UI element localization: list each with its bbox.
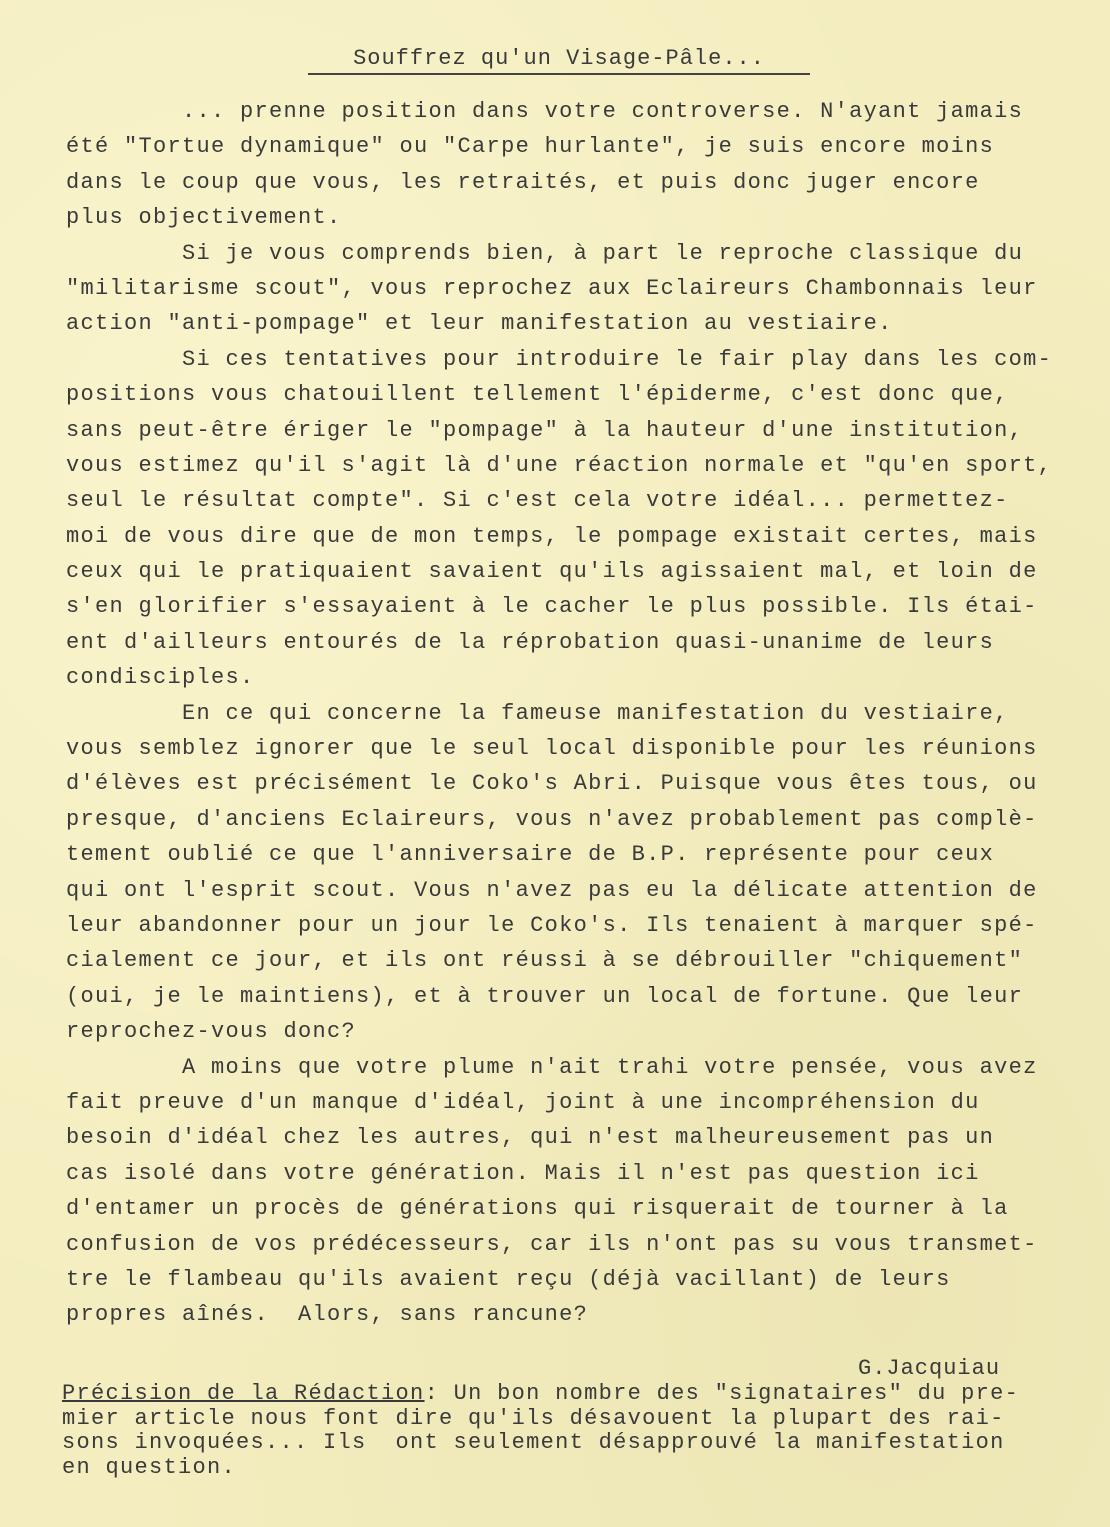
text-line: besoin d'idéal chez les autres, qui n'est malheureusement pas un [66,1125,995,1151]
note-label: Précision de la Rédaction [62,1381,425,1406]
text-line: seul le résultat compte". Si c'est cela votre idéal... permettez- [66,488,1009,514]
text-line: leur abandonner pour un jour le Coko's. Ils tenaient à marquer spé- [66,912,1038,938]
text-line: fait preuve d'un manque d'idéal, joint à une incompréhension du [66,1089,980,1115]
text-line: sans peut-être ériger le "pompage" à la hauteur d'une institution, [66,417,1024,443]
text-line: vous semblez ignorer que le seul local disponible pour les réunions [66,736,1038,762]
text-line: condisciples. [66,665,255,691]
text-line: tement oublié ce que l'anniversaire de B.P. représente pour ceux [66,842,995,868]
text-line: ... prenne position dans votre controverse. N'ayant jamais [66,99,1024,124]
text-line: propres aînés. Alors, sans rancune? [66,1302,589,1328]
text-line: qui ont l'esprit scout. Vous n'avez pas eu la délicate attention de [66,877,1038,903]
text-line: moi de vous dire que de mon temps, le pompage existait certes, mais [66,523,1038,549]
text-line: été "Tortue dynamique" ou "Carpe hurlante", je suis encore moins [66,134,995,160]
note-line: sons invoquées... Ils ont seulement désapprouvé la manifestation [62,1430,1005,1455]
text-line: Si je vous comprends bien, à part le reproche classique du [66,240,1024,266]
signature: G.Jacquiau [858,1356,1001,1381]
text-line: reprochez-vous donc? [66,1019,357,1045]
text-line: Si ces tentatives pour introduire le fair play dans les com- [66,346,1053,372]
note-first-line [62,1382,1052,1407]
text-line: s'en glorifier s'essayaient à le cacher le plus possible. Ils étai- [66,594,1038,620]
text-line: tre le flambeau qu'ils avaient reçu (déjà vacillant) de leurs [66,1266,951,1292]
note-line: mier article nous font dire qu'ils désavouent la plupart des rai- [62,1405,1005,1431]
text-line: plus objectivement. [66,205,342,231]
text-line: action "anti-pompage" et leur manifestation au vestiaire. [66,311,893,337]
text-line: cialement ce jour, et ils ont réussi à se débrouiller "chiquement" [66,948,1024,974]
text-line: presque, d'anciens Eclaireurs, vous n'avez probablement pas complè- [66,806,1038,832]
text-line: cas isolé dans votre génération. Mais il n'est pas question ici [66,1160,980,1186]
editorial-note [62,1382,1052,1480]
letter-body [66,94,1056,1333]
text-line: "militarisme scout", vous reprochez aux Eclaireurs Chambonnais leur [66,275,1038,301]
text-line: dans le coup que vous, les retraités, et puis donc juger encore [66,169,980,195]
text-line: d'entamer un procès de générations qui risquerait de tourner à la [66,1196,1009,1222]
text-line: vous estimez qu'il s'agit là d'une réaction normale et "qu'en sport, [66,452,1053,478]
text-line: positions vous chatouillent tellement l'épiderme, c'est donc que, [66,382,1009,408]
note-line: en question. [62,1454,237,1480]
text-line: ceux qui le pratiquaient savaient qu'ils agissaient mal, et loin de [66,559,1038,585]
text-line: En ce qui concerne la fameuse manifestation du vestiaire, [66,700,1009,726]
text-line: ent d'ailleurs entourés de la réprobation quasi-unanime de leurs [66,629,995,655]
note-first-line-text: : Un bon nombre des "signataires" du pre- [424,1381,1020,1406]
page-title: Souffrez qu'un Visage-Pâle... [308,46,810,75]
text-line: confusion de vos prédécesseurs, car ils n'ont pas su vous transmet- [66,1231,1038,1257]
text-line: d'élèves est précisément le Coko's Abri. Puisque vous êtes tous, ou [66,771,1038,797]
text-line: (oui, je le maintiens), et à trouver un local de fortune. Que leur [66,983,1024,1009]
text-line: A moins que votre plume n'ait trahi votre pensée, vous avez [66,1054,1038,1080]
